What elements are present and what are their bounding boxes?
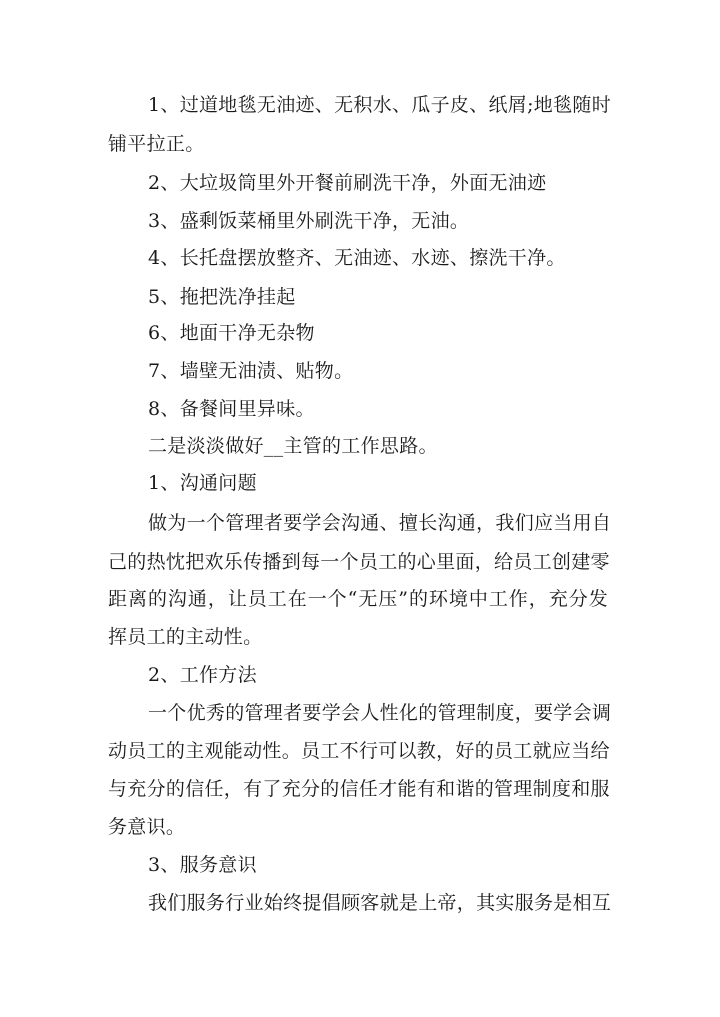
text-line: 4、长托盘摆放整齐、无油迹、水迹、擦洗干净。 <box>148 247 566 269</box>
text-line: 8、备餐间里异味。 <box>148 398 315 420</box>
text-line: 己的热忱把欢乐传播到每一个员工的心里面，给员工创建零 <box>108 551 610 573</box>
text-line: 做为一个管理者要学会沟通、擅长沟通，我们应当用自 <box>148 512 612 534</box>
text-line: 5、拖把洗净挂起 <box>148 286 296 308</box>
text-line: 1、沟通问题 <box>148 472 257 494</box>
text-line: 一个优秀的管理者要学会人性化的管理制度，要学会调 <box>148 702 612 724</box>
text-line: 铺平拉正。 <box>108 133 205 155</box>
text-line: 2、工作方法 <box>148 664 257 686</box>
text-line: 3、盛剩饭菜桶里外刷洗干净，无油。 <box>148 210 470 232</box>
text-line: 动员工的主观能动性。员工不行可以教，好的员工就应当给 <box>108 740 610 762</box>
text-line: 7、墙壁无油渍、贴物。 <box>148 360 354 382</box>
text-line: 6、地面干净无杂物 <box>148 322 315 344</box>
text-line: 务意识。 <box>108 816 186 838</box>
text-line: 3、服务意识 <box>148 854 257 876</box>
text-line: 2、大垃圾筒里外开餐前刷洗干净，外面无油迹 <box>148 172 547 194</box>
text-line: 1、过道地毯无油迹、无积水、瓜子皮、纸屑;地毯随时 <box>148 94 611 116</box>
text-line: 我们服务行业始终提倡顾客就是上帝，其实服务是相互 <box>148 892 612 914</box>
text-line: 距离的沟通，让员工在一个“无压”的环境中工作，充分发 <box>108 588 608 610</box>
text-line: 与充分的信任，有了充分的信任才能有和谐的管理制度和服 <box>108 778 610 800</box>
text-line: 挥员工的主动性。 <box>108 626 263 648</box>
text-line: 二是淡淡做好__主管的工作思路。 <box>148 435 438 457</box>
